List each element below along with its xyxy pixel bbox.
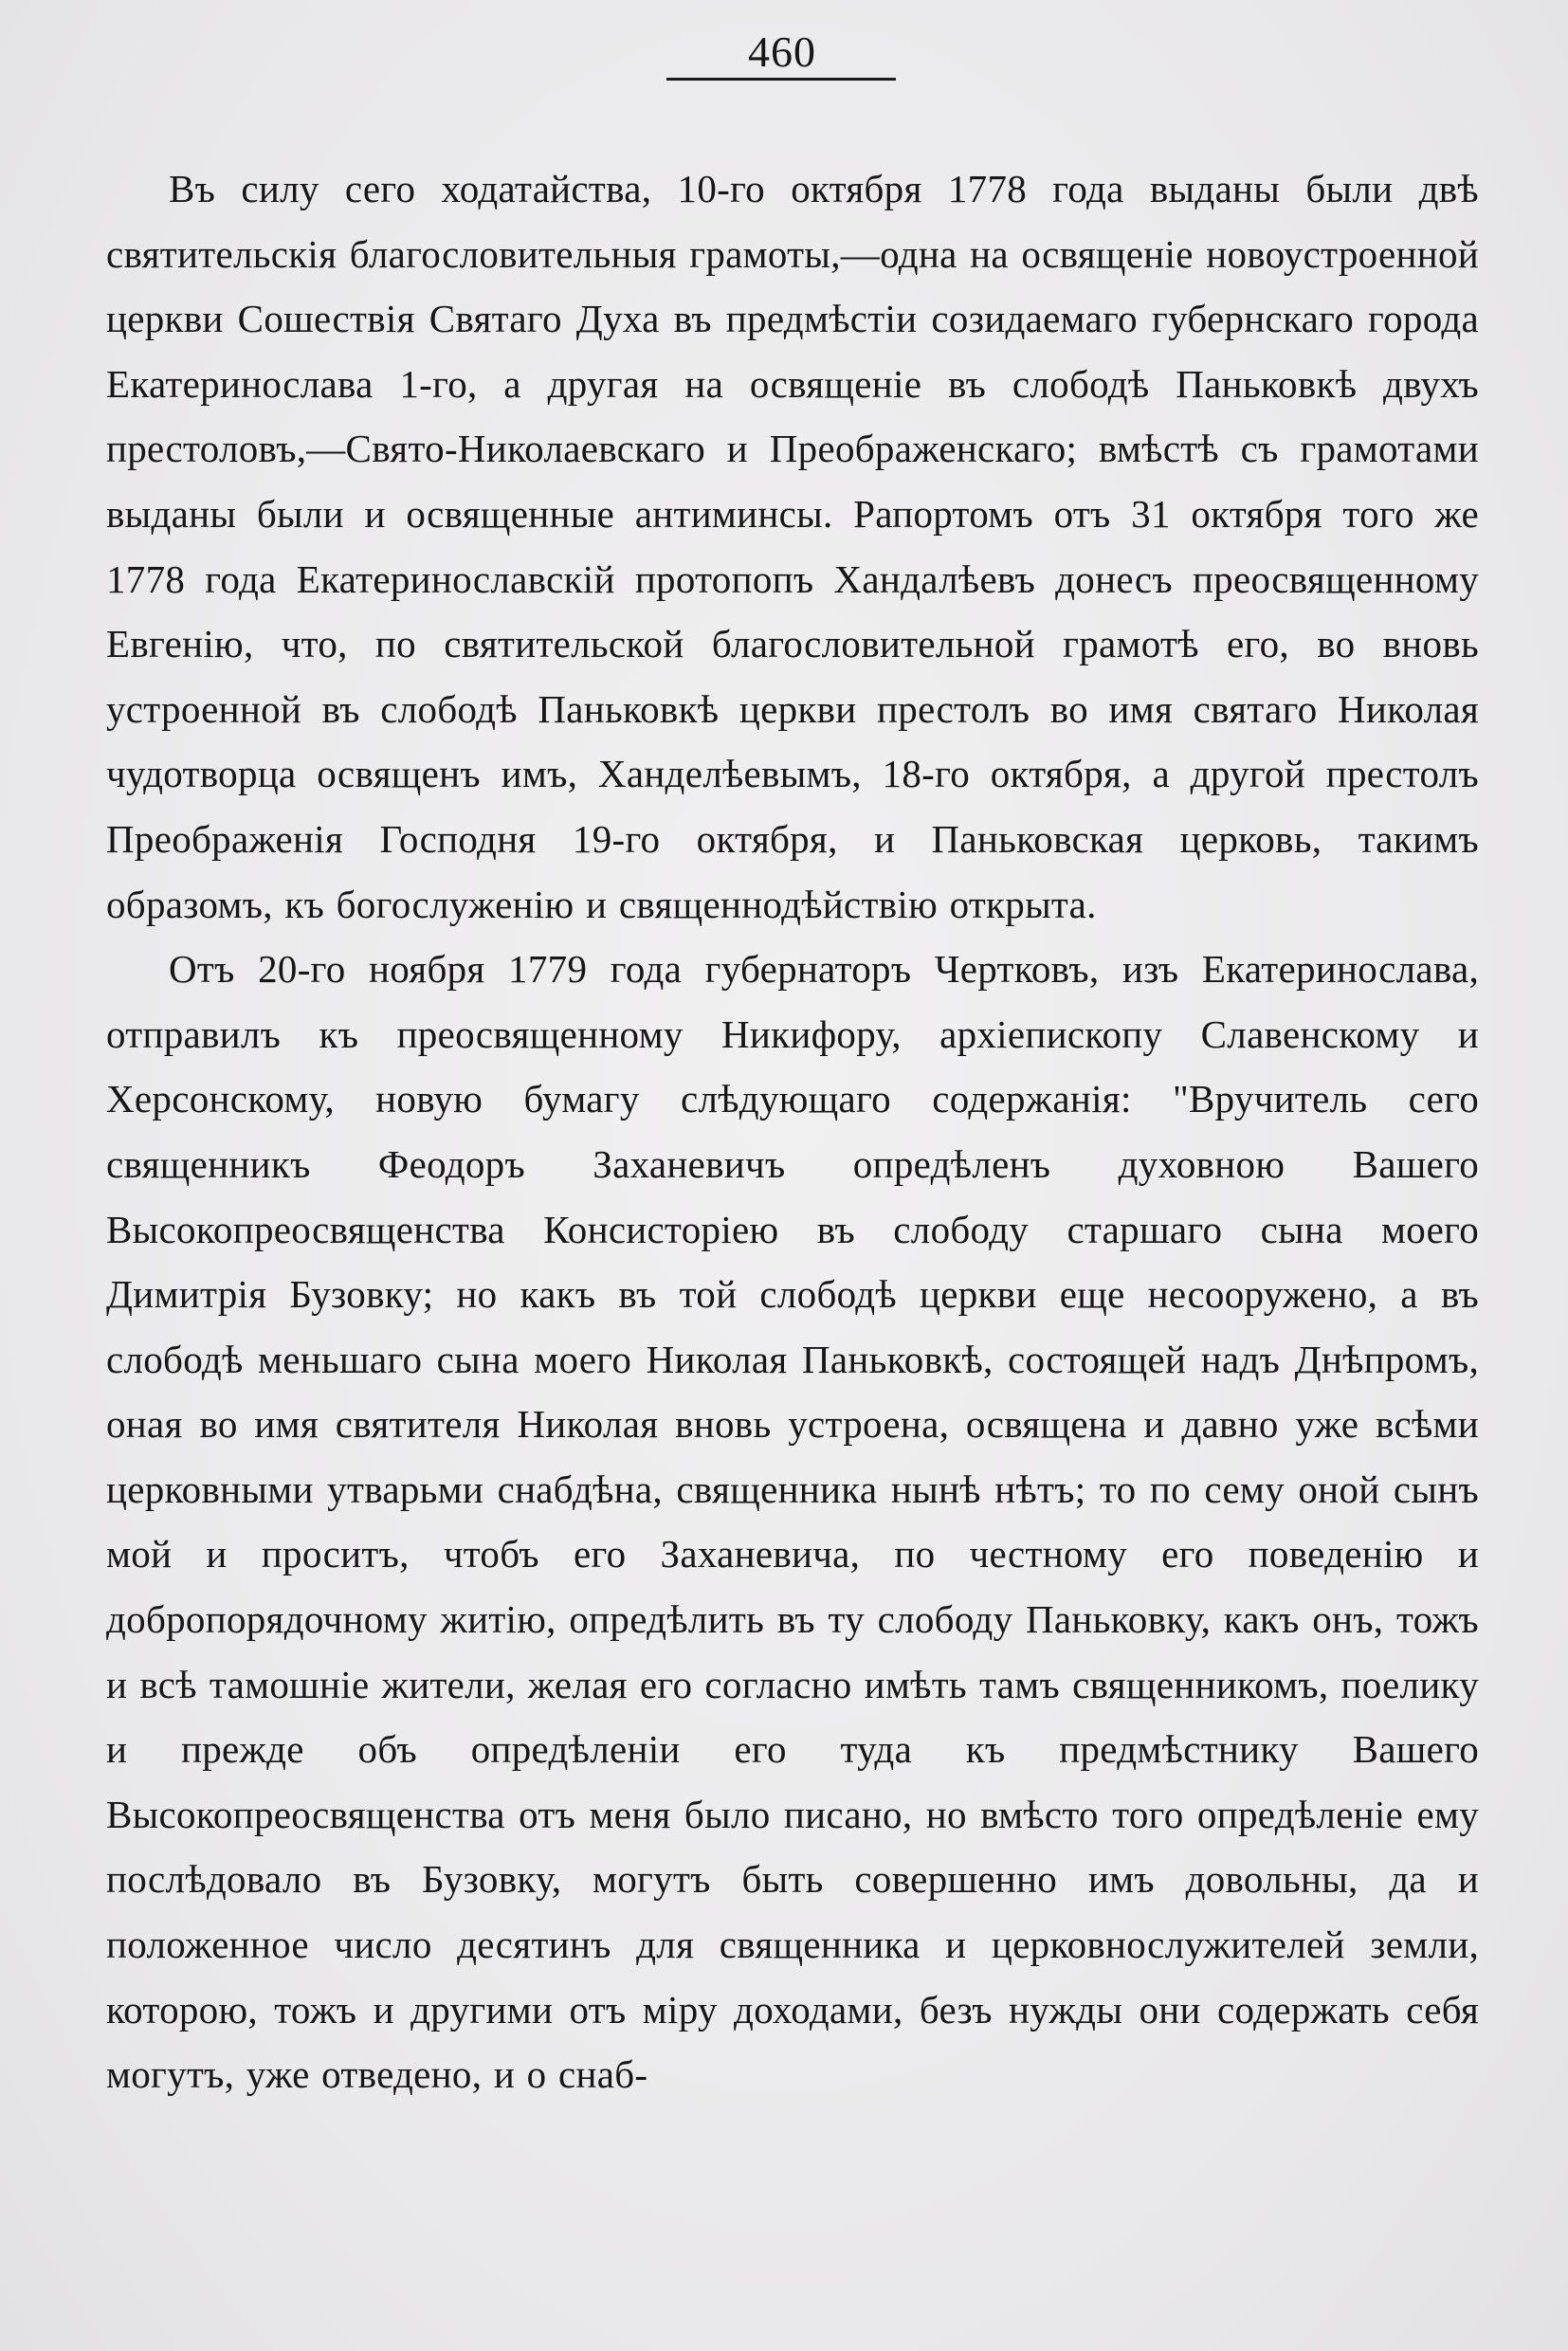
- paragraph-1: Въ силу сего ходатайства, 10-го октября 1778 года выданы были двѣ святительскія благословительныя грамоты,—одна на освященіе новоустроенной церкви Сошествія Святаго Духа въ предмѣстіи созидаемаго губернскаго города Екатеринослава 1-го, а другая на освященіе въ слободѣ Паньковкѣ двухъ престоловъ,—Свято-Николаевскаго и Преображенскаго; вмѣстѣ съ грамотами выданы были и освященные антиминсы. Рапортомъ отъ 31 октября того же 1778 года Екатеринославскій протопопъ Хандалѣевъ донесъ преосвященному Евгенію, что, по святительской благословительной грамотѣ его, во вновь устроенной въ слободѣ Паньковкѣ церкви престолъ во имя святаго Николая чудотворца освященъ имъ, Ханделѣевымъ, 18-го октября, а другой престолъ Преображенія Господня 19-го октября, и Паньковская церковь, такимъ образомъ, къ богослуженію и священнодѣйствію открыта.: [106, 167, 1479, 926]
- body-text: [106, 156, 1479, 2107]
- page-number: 460: [748, 27, 816, 76]
- page-number-rule: [666, 78, 896, 81]
- paragraph-2: Отъ 20-го ноября 1779 года губернаторъ Чертковъ, изъ Екатеринослава, отправилъ къ преосвященному Никифору, архіепископу Славенскому и Херсонскому, новую бумагу слѣдующаго содержанія: "Вручитель сего священникъ Феодоръ Заханевичъ опредѣленъ духовною Вашего Высокопреосвященства Консисторіею въ слободу старшаго сына моего Димитрія Бузовку; но какъ въ той слободѣ церкви еще несооружено, а въ слободѣ меньшаго сына моего Николая Паньковкѣ, состоящей надъ Днѣпромъ, оная во имя святителя Николая вновь устроена, освящена и давно уже всѣми церковными утварьми снабдѣна, священника нынѣ нѣтъ; то по сему оной сынъ мой и проситъ, чтобъ его Заханевича, по честному его поведенію и добропорядочному житію, опредѣлить въ ту слободу Паньковку, какъ онъ, тожъ и всѣ тамошніе жители, желая его согласно имѣть тамъ священникомъ, поелику и прежде объ опредѣленіи его туда къ предмѣстнику Вашего Высокопреосвященства отъ меня было писано, но вмѣсто того опредѣленіе ему послѣдовало въ Бузовку, могутъ быть совершенно имъ довольны, да и положенное число десятинъ для священника и церковнослужителей земли, которою, тожъ и другими отъ міру доходами, безъ нужды они содержать себя могутъ, уже отведено, и о снаб-: [106, 947, 1479, 2097]
